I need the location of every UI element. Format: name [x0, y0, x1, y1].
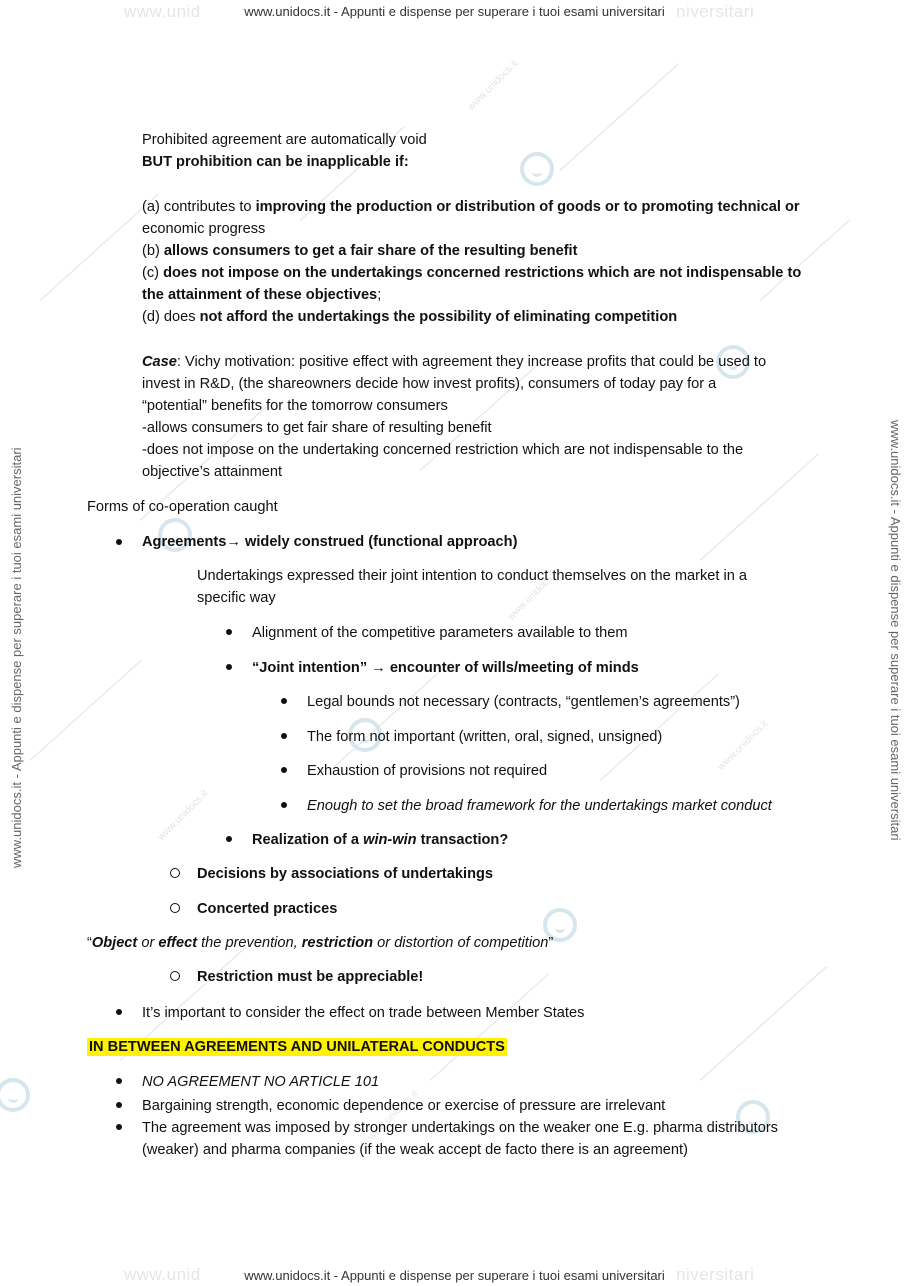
bullet-icon: [116, 1124, 122, 1130]
condition-a-cont: economic progress: [142, 221, 266, 237]
watermark-ghost-right-footer: niversitari: [676, 1265, 755, 1284]
bullet-icon: [281, 767, 287, 773]
bullet-icon: [116, 539, 122, 545]
condition-d: (d) does not afford the undertakings the possibility of eliminating competition: [142, 309, 678, 325]
intro-bold-line: BUT prohibition can be inapplicable if:: [142, 154, 409, 170]
case-line: “potential” benefits for the tomorrow consumers: [142, 398, 448, 414]
watermark-tag: www.unidocs.it: [465, 58, 521, 113]
agreements-desc: Undertakings expressed their joint intention to conduct themselves on the market in a: [197, 568, 748, 584]
subsub-bullet: The form not important (written, oral, signed, unsigned): [307, 729, 663, 745]
between-heading: IN BETWEEN AGREEMENTS AND UNILATERAL CONDUCTS: [89, 1039, 505, 1055]
case-line: -allows consumers to get fair share of resulting benefit: [142, 420, 492, 436]
between-bullet: Bargaining strength, economic dependence or exercise of pressure are irrelevant: [142, 1098, 666, 1114]
bullet-icon: [281, 733, 287, 739]
watermark-ghost-left: www.unid: [124, 2, 201, 21]
bullet-icon: [281, 802, 287, 808]
trade-item: It’s important to consider the effect on trade between Member States: [142, 1005, 585, 1021]
bullet-icon: [226, 836, 232, 842]
sub-bullet: “Joint intention” → encounter of wills/meeting of minds: [252, 660, 639, 676]
intro-line: Prohibited agreement are automatically void: [142, 132, 427, 148]
bullet-icon: [281, 698, 287, 704]
forms-heading: Forms of co-operation caught: [87, 499, 278, 515]
watermark-tag: www.unidocs.it: [365, 1088, 421, 1143]
between-bullet: NO AGREEMENT NO ARTICLE 101: [142, 1074, 380, 1090]
appreciable-item: Restriction must be appreciable!: [197, 969, 424, 985]
subsub-bullet: Enough to set the broad framework for the undertakings market conduct: [307, 798, 772, 814]
case-line: objective’s attainment: [142, 464, 283, 480]
watermark-tag: www.unidocs.it: [715, 718, 771, 773]
watermark-tag: www.unidocs.it: [505, 568, 561, 623]
bullet-icon: [116, 1102, 122, 1108]
bullet-icon: [226, 664, 232, 670]
watermark-footer: www.unidocs.it - Appunti e dispense per superare i tuoi esami universitari: [244, 1268, 665, 1283]
bullet-icon: [116, 1078, 122, 1084]
circle-bullet-icon: [170, 971, 180, 981]
concerted-item: Concerted practices: [197, 901, 338, 917]
watermark-ghost-right: niversitari: [676, 2, 755, 21]
between-bullet-cont: (weaker) and pharma companies (if the weak accept de facto there is an agreement): [142, 1142, 688, 1158]
watermark-ghost-left-footer: www.unid: [124, 1265, 201, 1284]
object-line: “Object or effect the prevention, restriction or distortion of competition”: [87, 935, 554, 951]
circle-bullet-icon: [170, 868, 180, 878]
case-line: -does not impose on the undertaking concerned restriction which are not indispensable to the: [142, 442, 744, 458]
subsub-bullet: Exhaustion of provisions not required: [307, 763, 548, 779]
condition-c: (c) does not impose on the undertakings concerned restrictions which are not indispensable to: [142, 265, 802, 281]
watermark-tag: www.unidocs.it: [155, 788, 211, 843]
case-line: invest in R&D, (the shareowners decide how invest profits), consumers of today pay for a: [142, 376, 717, 392]
sub-bullet: Alignment of the competitive parameters available to them: [252, 625, 628, 641]
condition-a: (a) contributes to improving the production or distribution of goods or to promoting technical or: [142, 199, 800, 215]
watermark-header: www.unidocs.it - Appunti e dispense per superare i tuoi esami universitari: [244, 4, 665, 19]
condition-b: (b) allows consumers to get a fair share of the resulting benefit: [142, 243, 578, 259]
condition-c-cont: the attainment of these objectives;: [142, 287, 382, 303]
circle-bullet-icon: [170, 903, 180, 913]
between-bullet: The agreement was imposed by stronger undertakings on the weaker one E.g. pharma distributors: [142, 1120, 778, 1136]
case-line: Case: Vichy motivation: positive effect with agreement they increase profits that could be used to: [142, 354, 767, 370]
bullet-icon: [226, 629, 232, 635]
sub-bullet: Realization of a win-win transaction?: [252, 832, 509, 848]
subsub-bullet: Legal bounds not necessary (contracts, “gentlemen’s agreements”): [307, 694, 740, 710]
agreements-desc: specific way: [197, 590, 276, 606]
watermark-side-right: www.unidocs.it - Appunti e dispense per superare i tuoi esami universitari: [888, 420, 903, 841]
decisions-item: Decisions by associations of undertakings: [197, 866, 494, 882]
agreements-label: Agreements→ widely construed (functional approach): [142, 534, 518, 550]
watermark-side-left: www.unidocs.it - Appunti e dispense per superare i tuoi esami universitari: [9, 447, 24, 868]
bullet-icon: [116, 1009, 122, 1015]
